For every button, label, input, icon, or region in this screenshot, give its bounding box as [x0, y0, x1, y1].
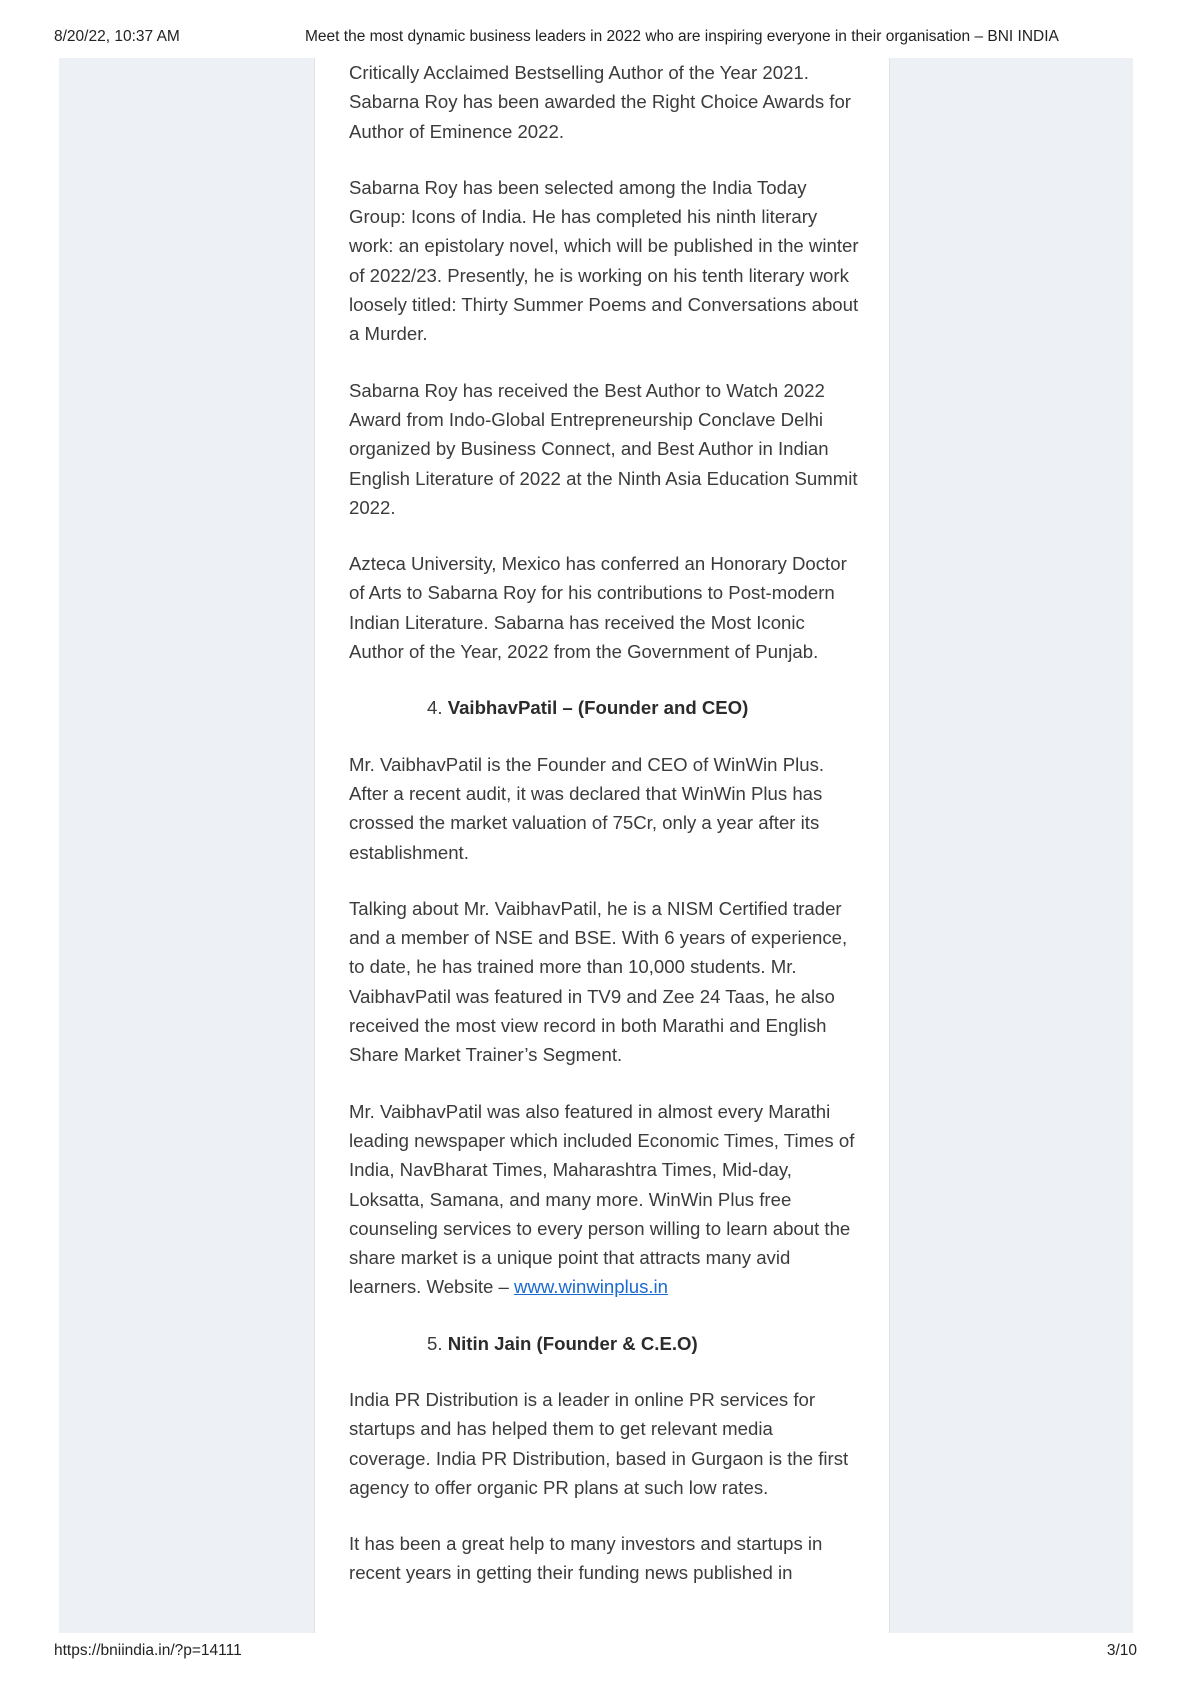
article-paragraph: Azteca University, Mexico has conferred an Honorary Doctor of Arts to Sabarna Roy for his contributions to Post-modern Indian Literature. Sabarna has received the Most Iconic Author of the Year, 2022 from the Government of Punjab. — [349, 553, 847, 663]
print-url: https://bniindia.in/?p=14111 — [54, 1642, 242, 1659]
website-link[interactable]: www.winwinplus.in — [514, 1276, 669, 1298]
article-paragraph: Critically Acclaimed Bestselling Author of the Year 2021. Sabarna Roy has been awarded the Right Choice Awards for Author of Eminence 2022. — [349, 62, 851, 142]
heading-text: Nitin Jain (Founder & C.E.O) — [447, 1332, 698, 1354]
article-paragraph: India PR Distribution is a leader in online PR services for startups and has helped them to get relevant media coverage. India PR Distribution, based in Gurgaon is the first agency to offer organic PR plans at such low rates. — [349, 1388, 849, 1498]
print-page-title: Meet the most dynamic business leaders in 2022 who are inspiring everyone in their organisation – BNI INDIA — [305, 28, 1059, 45]
section-heading-4 — [349, 693, 859, 722]
print-header — [0, 28, 1191, 50]
heading-text: VaibhavPatil – (Founder and CEO) — [447, 697, 749, 719]
article-paragraph — [349, 1097, 859, 1302]
article-paragraph: Mr. VaibhavPatil is the Founder and CEO of WinWin Plus. After a recent audit, it was declared that WinWin Plus has crossed the market valuation of 75Cr, only a year after its establishment. — [349, 753, 825, 863]
article-paragraph: Sabarna Roy has received the Best Author to Watch 2022 Award from Indo-Global Entrepreneurship Conclave Delhi organized by Business Connect, and Best Author in Indian English Literature of 2022 at the Ninth Asia Education Summit 2022. — [349, 379, 858, 518]
section-heading-5 — [349, 1329, 859, 1358]
print-footer — [0, 1642, 1191, 1664]
article-paragraph: It has been a great help to many investors and startups in recent years in getting their funding news published in — [349, 1533, 823, 1584]
paragraph-text: Mr. VaibhavPatil was also featured in almost every Marathi leading newspaper which included Economic Times, Times of India, NavBharat Times, Maharashtra Times, Mid-day, Loksatta, Samana, and many more. WinWin Plus free counseling services to every person willing to learn about the share market is a unique point that attracts many avid learners. Website – — [349, 1100, 855, 1298]
article-body — [349, 58, 859, 1615]
heading-number: 5. — [427, 1332, 443, 1354]
article-paragraph: Sabarna Roy has been selected among the India Today Group: Icons of India. He has completed his ninth literary work: an epistolary novel, which will be published in the winter of 2022/23. Presently, he is working on his tenth literary work loosely titled: Thirty Summer Poems and Conversations about a Murder. — [349, 176, 859, 345]
print-page-number: 3/10 — [1106, 1642, 1137, 1659]
heading-number: 4. — [427, 697, 443, 719]
article-paragraph: Talking about Mr. VaibhavPatil, he is a NISM Certified trader and a member of NSE and BSE. With 6 years of experience, to date, he has trained more than 10,000 students. Mr. VaibhavPatil was featured in TV9 and Zee 24 Taas, he also received the most view record in both Marathi and English Share Market Trainer’s Segment. — [349, 897, 848, 1066]
print-datetime: 8/20/22, 10:37 AM — [54, 28, 180, 45]
